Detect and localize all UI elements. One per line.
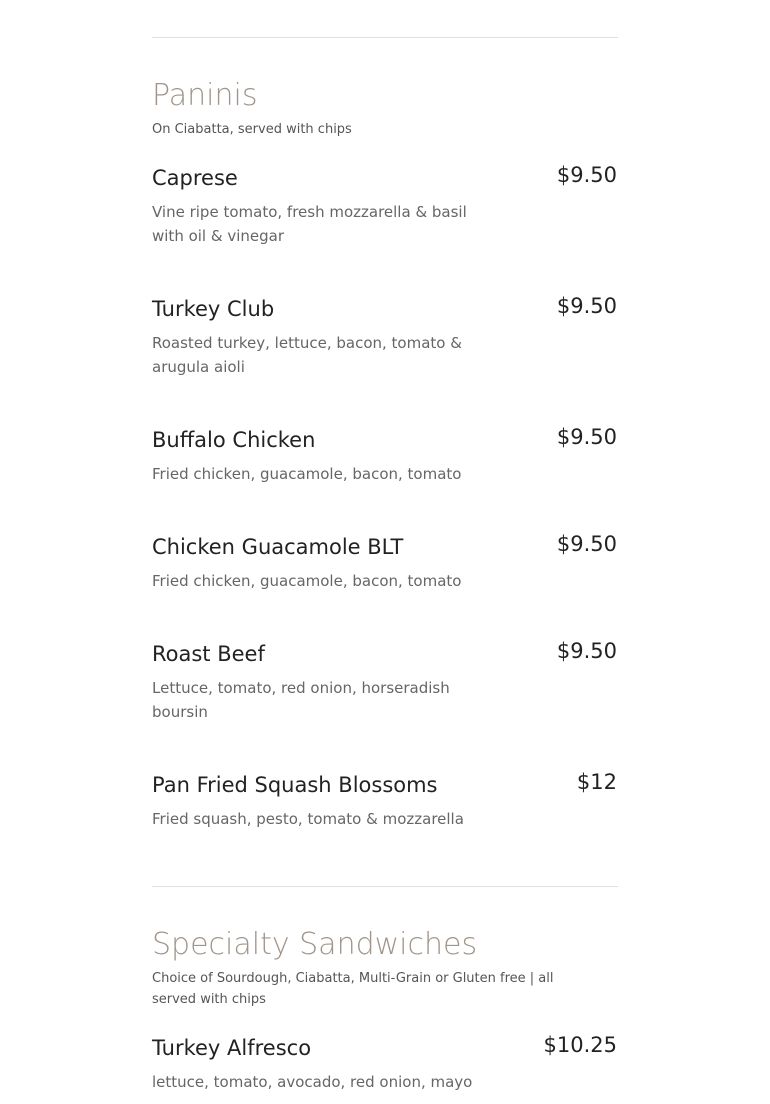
menu-item-price: $9.50 [556,639,617,663]
menu-item-name: Turkey Club [152,297,275,321]
menu-item-name: Roast Beef [152,642,265,666]
menu-item-description: Vine ripe tomato, fresh mozzarella & basil with oil & vinegar [152,203,467,245]
menu-item-price: $9.50 [556,294,617,318]
section-title-paninis: Paninis [152,78,258,113]
menu-item-price: $10.25 [543,1033,617,1057]
section-divider [152,886,618,887]
menu-item-description: Fried chicken, guacamole, bacon, tomato [152,572,462,590]
menu-item-name: Chicken Guacamole BLT [152,535,404,559]
menu-item-description: lettuce, tomato, avocado, red onion, mayo [152,1073,473,1091]
section-subtitle-paninis: On Ciabatta, served with chips [152,122,352,137]
menu-item-description: Fried chicken, guacamole, bacon, tomato [152,465,462,483]
menu-item-price: $9.50 [556,425,617,449]
menu-item-name: Turkey Alfresco [152,1036,312,1060]
menu-item-price: $12 [576,770,617,794]
menu-item-description: Roasted turkey, lettuce, bacon, tomato & arugula aioli [152,334,462,376]
menu-item-name: Pan Fried Squash Blossoms [152,773,438,797]
section-subtitle-specialty-sandwiches: Choice of Sourdough, Ciabatta, Multi-Grain or Gluten free | all served with chips [152,971,554,1007]
menu-item-price: $9.50 [556,532,617,556]
section-title-specialty-sandwiches: Specialty Sandwiches [152,927,478,962]
menu-item-description: Lettuce, tomato, red onion, horseradish boursin [152,679,450,721]
menu-item-name: Buffalo Chicken [152,428,316,452]
section-divider-top [152,37,618,38]
menu-item-description: Fried squash, pesto, tomato & mozzarella [152,810,464,828]
menu-item-price: $9.50 [556,163,617,187]
menu-item-name: Caprese [152,166,238,190]
